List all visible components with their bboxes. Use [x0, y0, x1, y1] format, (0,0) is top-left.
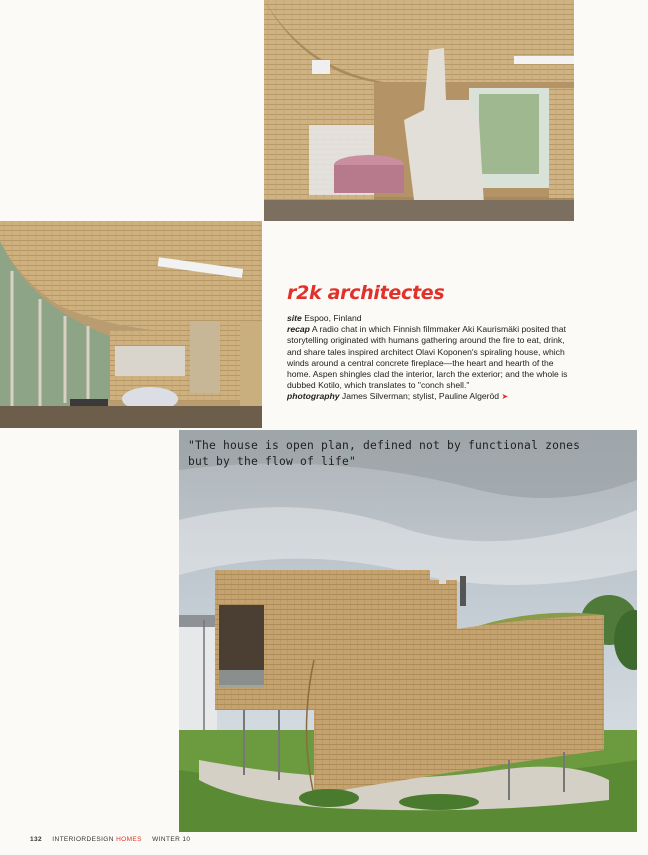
magazine-name: INTERIORDESIGN: [52, 836, 114, 843]
pull-quote: [188, 438, 588, 469]
site-line: [287, 313, 577, 324]
page-number: 132: [30, 836, 43, 843]
recap-label: recap: [287, 324, 310, 335]
pull-quote-line-2: but by the flow of life": [188, 454, 357, 468]
article-title: r2k architectes: [287, 282, 445, 304]
site-value: Espoo, Finland: [304, 313, 362, 323]
interior-fireplace-photo: [264, 0, 574, 221]
photography-credit: [287, 391, 577, 402]
issue-label: WINTER 10: [152, 836, 191, 843]
site-label: site: [287, 313, 302, 323]
article-text-block: [287, 282, 577, 403]
end-mark-icon: ➤: [501, 392, 509, 402]
magazine-name-accent: HOMES: [116, 836, 142, 843]
recap-text: A radio chat in which Finnish filmmaker Aki Kaurismäki posited that storytelling originated with humans gathering around the fire to eat, drink, and share tales inspired architect Olavi Koponen's spiraling house, which winds around a central concrete fireplace—the heart and hearth of the home. Aspen shingles clad the interior, larch the exterior; and the whole is dubbed Kotilo, which translates to "conch shell.": [287, 324, 568, 391]
page-footer: [30, 836, 190, 843]
exterior-house-photo: [179, 430, 637, 832]
interior-living-room-photo: [0, 221, 262, 428]
recap-paragraph: [287, 324, 577, 391]
photography-text: James Silverman; stylist, Pauline Algeröd: [341, 391, 500, 402]
pull-quote-line-1: "The house is open plan, defined not by functional zones: [188, 439, 581, 452]
photography-label: photography: [287, 391, 340, 402]
